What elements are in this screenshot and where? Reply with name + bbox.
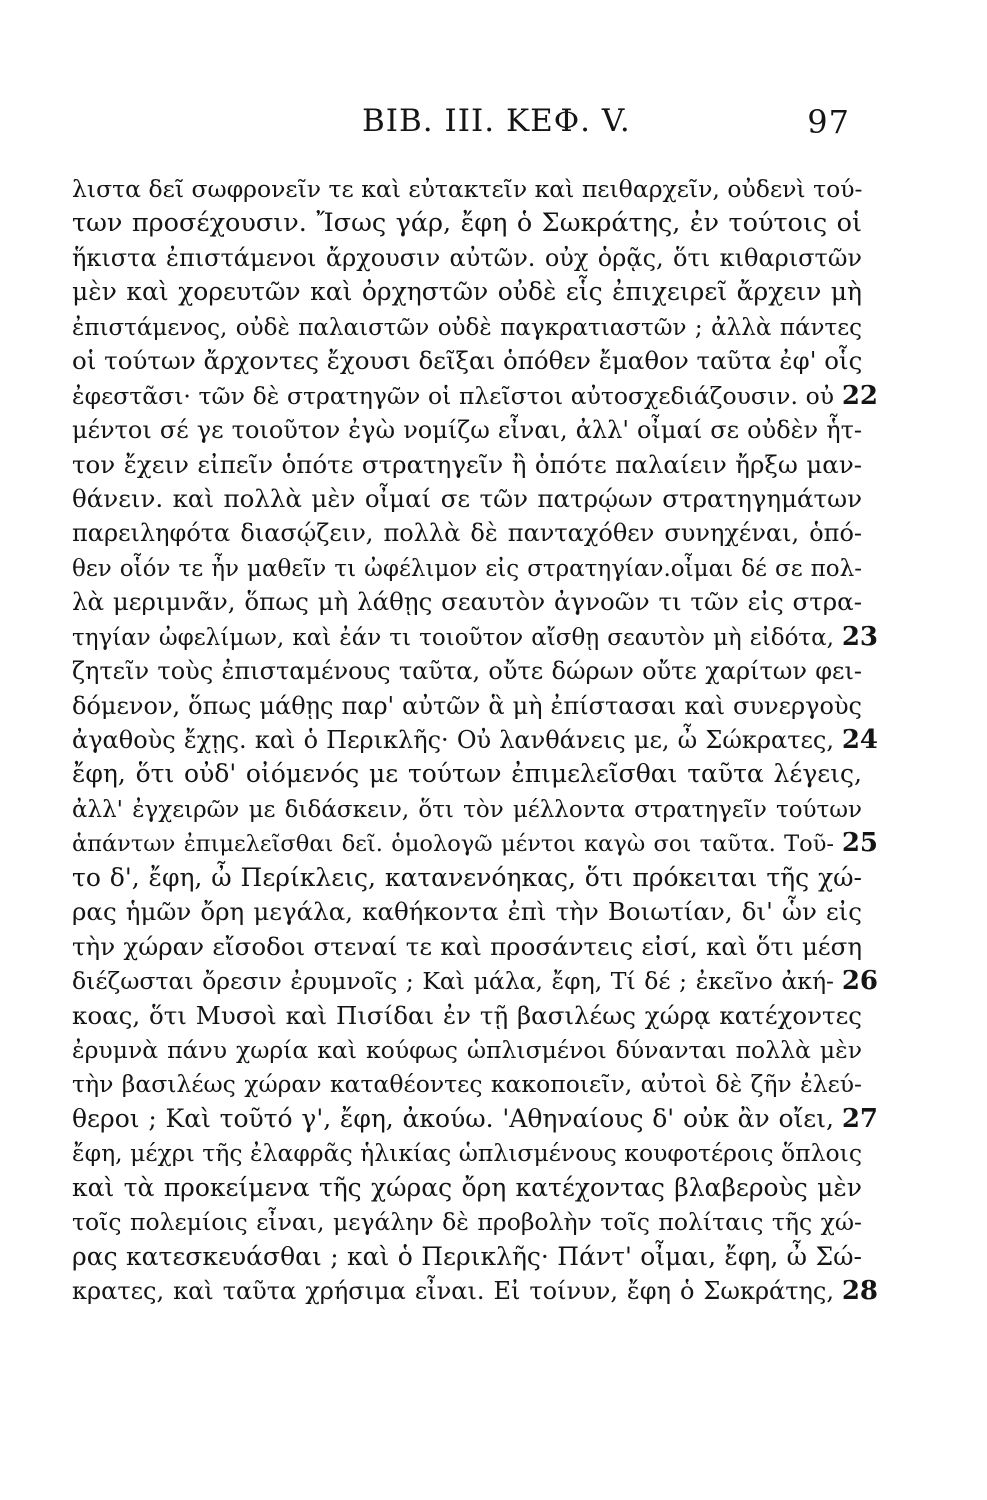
text-line <box>72 1240 878 1274</box>
line-text: τὴν βασιλέως χώραν καταθέοντες κακοποιεῖν, αὐτοὶ δὲ ζῆν ἐλεύ- <box>72 1070 862 1099</box>
page-number: 97 <box>807 103 850 141</box>
text-line <box>72 413 878 447</box>
text-line <box>72 1102 878 1136</box>
running-title: ΒΙΒ. ΙΙΙ. ΚΕΦ. V. <box>362 103 631 139</box>
section-number: 26 <box>840 964 878 998</box>
line-text: τηγίαν ὠφελίμων, καὶ ἐάν τι τοιοῦτον αἴσθῃ σεαυτὸν μὴ εἰδότα, <box>72 624 834 651</box>
text-line <box>72 1205 878 1239</box>
text-line <box>72 792 878 826</box>
line-text: ἐρυμνὰ πάνυ χωρία καὶ κούφως ὡπλισμένοι δύνανται πολλὰ μὲν <box>72 1035 862 1064</box>
text-line <box>72 1136 878 1170</box>
line-text: των προσέχουσιν. Ἴσως γάρ, ἔφη ὁ Σωκράτης, ἐν τούτοις οἱ <box>72 208 862 239</box>
section-number: 22 <box>840 379 878 413</box>
text-line <box>72 310 878 344</box>
text-line <box>72 861 878 895</box>
line-text: ἀλλ' ἐγχειρῶν με διδάσκειν, ὅτι τὸν μέλλοντα στρατηγεῖν τούτων <box>72 796 862 823</box>
line-text: ζητεῖν τοὺς ἐπισταμένους ταῦτα, οὔτε δώρων οὔτε χαρίτων φει- <box>72 657 862 686</box>
line-text: τον ἔχειν εἰπεῖν ὁπότε στρατηγεῖν ἢ ὁπότε παλαίειν ἤρξω μαν- <box>72 449 862 479</box>
line-text: ἀγαθοὺς ἔχῃς. καὶ ὁ Περικλῆς· Οὐ λανθάνεις με, ὦ Σώκρατες, <box>72 726 834 754</box>
line-text: διέζωσται ὄρεσιν ἐρυμνοῖς ; Καὶ μάλα, ἔφη, Τί δέ ; ἐκεῖνο ἀκή- <box>72 967 834 996</box>
text-line <box>72 689 878 723</box>
text-line <box>72 1067 878 1101</box>
text-line <box>72 1171 878 1205</box>
text-line <box>72 1033 878 1067</box>
text-line <box>72 172 878 206</box>
line-text: ἔφη, μέχρι τῆς ἐλαφρᾶς ἡλικίας ὡπλισμένους κουφοτέροις ὅπλοις <box>72 1139 862 1168</box>
text-line <box>72 275 878 309</box>
line-text: δόμενον, ὅπως μάθῃς παρ' αὐτῶν ἃ μὴ ἐπίστασαι καὶ συνεργοὺς <box>72 691 862 720</box>
text-line <box>72 482 878 516</box>
line-text: ἥκιστα ἐπιστάμενοι ἄρχουσιν αὐτῶν. οὐχ ὁρᾷς, ὅτι κιθαριστῶν <box>72 243 862 272</box>
text-line <box>72 723 878 757</box>
text-line <box>72 241 878 275</box>
line-text: ἐπιστάμενος, οὐδὲ παλαιστῶν οὐδὲ παγκρατιαστῶν ; ἀλλὰ πάντες <box>72 314 862 341</box>
line-text: μὲν καὶ χορευτῶν καὶ ὀρχηστῶν οὐδὲ εἷς ἐπιχειρεῖ ἄρχειν μὴ <box>72 277 862 307</box>
text-line <box>72 620 878 654</box>
line-text: θεν οἷόν τε ἦν μαθεῖν τι ὠφέλιμον εἰς στρατηγίαν.οἶμαι δέ σε πολ- <box>72 555 862 582</box>
line-text: μέντοι σέ γε τοιοῦτον ἐγὼ νομίζω εἶναι, ἀλλ' οἶμαί σε οὐδὲν ἧτ- <box>72 416 862 445</box>
line-text: ρας ἡμῶν ὄρη μεγάλα, καθήκοντα ἐπὶ τὴν Βοιωτίαν, δι' ὧν εἰς <box>72 897 862 927</box>
text-line <box>72 964 878 998</box>
line-text: ἁπάντων ἐπιμελεῖσθαι δεῖ. ὁμολογῶ μέντοι καγὼ σοι ταῦτα. Τοῦ- <box>72 831 834 858</box>
line-text: ρας κατεσκευάσθαι ; καὶ ὁ Περικλῆς· Πάντ' οἶμαι, ἔφη, ὦ Σώ- <box>72 1241 862 1271</box>
section-number: 24 <box>840 723 878 757</box>
text-line <box>72 551 878 585</box>
line-text: οἱ τούτων ἄρχοντες ἔχουσι δεῖξαι ὁπόθεν ἔμαθον ταῦτα ἐφ' οἷς <box>72 346 863 376</box>
text-line <box>72 895 878 929</box>
line-text: θάνειν. καὶ πολλὰ μὲν οἶμαί σε τῶν πατρῴων στρατηγημάτων <box>72 483 862 513</box>
section-number: 25 <box>840 826 878 860</box>
text-line <box>72 585 878 619</box>
section-number: 28 <box>840 1274 878 1308</box>
line-text: λὰ μεριμνᾶν, ὅπως μὴ λάθῃς σεαυτὸν ἀγνοῶν τι τῶν εἰς στρα- <box>72 587 862 617</box>
text-line <box>72 826 878 860</box>
text-line <box>72 654 878 688</box>
running-header <box>362 103 850 149</box>
text-body <box>72 172 878 1308</box>
section-number: 27 <box>840 1102 878 1136</box>
line-text: ἐφεστᾶσι· τῶν δὲ στρατηγῶν οἱ πλεῖστοι αὐτοσχεδιάζουσιν. οὐ <box>72 381 834 410</box>
section-number: 23 <box>840 620 878 654</box>
text-line <box>72 448 878 482</box>
line-text: θεροι ; Καὶ τοῦτό γ', ἔφη, ἀκούω. 'Αθηναίους δ' οὐκ ἂν οἴει, <box>72 1103 834 1133</box>
text-line <box>72 999 878 1033</box>
text-line <box>72 757 878 791</box>
line-text: τοῖς πολεμίοις εἶναι, μεγάλην δὲ προβολὴν τοῖς πολίταις τῆς χώ- <box>72 1208 862 1237</box>
line-text: λιστα δεῖ σωφρονεῖν τε καὶ εὐτακτεῖν καὶ πειθαρχεῖν, οὐδενὶ τού- <box>72 175 863 203</box>
line-text: κρατες, καὶ ταῦτα χρήσιμα εἶναι. Εἰ τοίνυν, ἔφη ὁ Σωκράτης, <box>72 1277 834 1305</box>
line-text: ἔφη, ὅτι οὐδ' οἰόμενός με τούτων ἐπιμελεῖσθαι ταῦτα λέγεις, <box>72 759 862 789</box>
line-text: κοας, ὅτι Μυσοὶ καὶ Πισίδαι ἐν τῇ βασιλέως χώρᾳ κατέχοντες <box>72 1000 862 1030</box>
line-text: το δ', ἔφη, ὦ Περίκλεις, κατανενόηκας, ὅτι πρόκειται τῆς χώ- <box>72 862 862 892</box>
text-line <box>72 930 878 964</box>
line-text: τὴν χώραν εἴσοδοι στεναί τε καὶ προσάντεις εἰσί, καὶ ὅτι μέση <box>72 931 862 961</box>
text-line <box>72 206 878 240</box>
line-text: παρειληφότα διασῴζειν, πολλὰ δὲ πανταχόθεν συνηχέναι, ὁπό- <box>72 519 862 548</box>
text-line <box>72 1274 878 1308</box>
line-text: καὶ τὰ προκείμενα τῆς χώρας ὄρη κατέχοντας βλαβεροὺς μὲν <box>72 1172 862 1202</box>
text-line <box>72 344 878 378</box>
text-line <box>72 516 878 550</box>
text-line <box>72 379 878 413</box>
